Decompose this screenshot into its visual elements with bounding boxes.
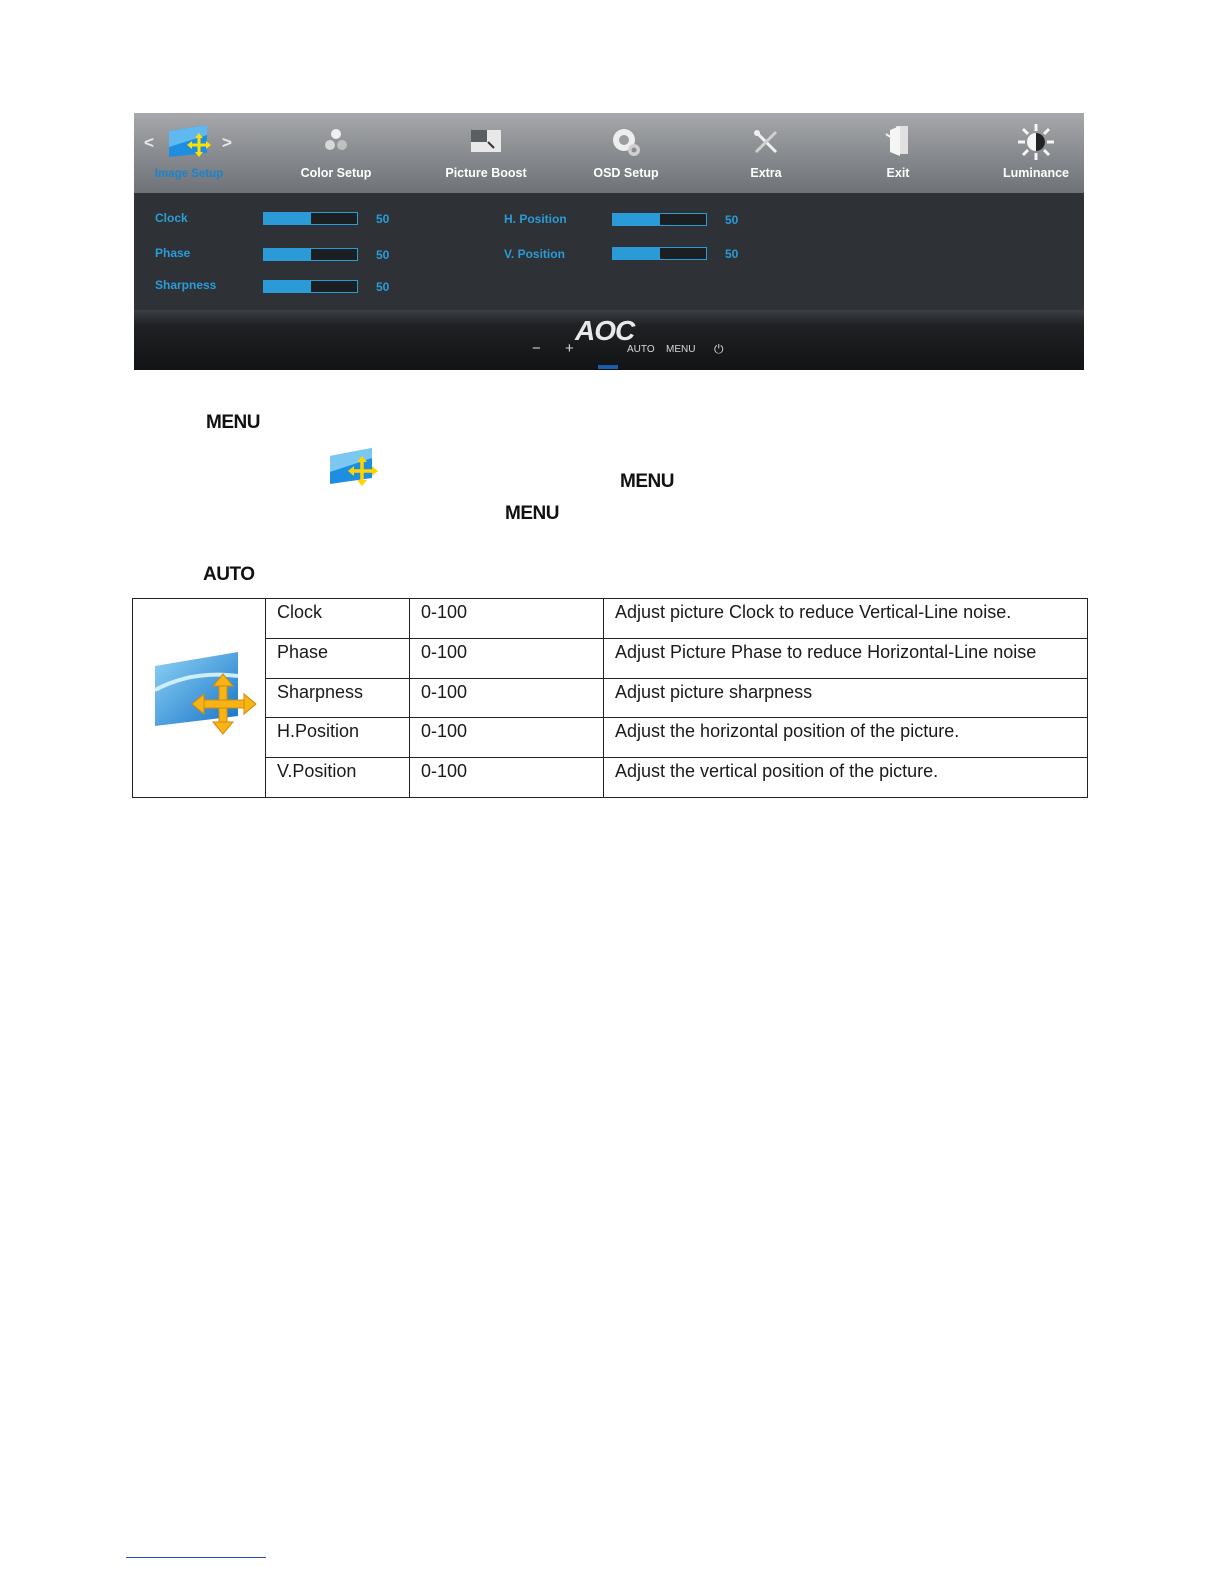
- menu-label: Color Setup: [300, 166, 372, 180]
- param-description: Adjust the vertical position of the picture.: [615, 761, 939, 781]
- param-range: 0-100: [421, 761, 468, 781]
- menu-label: Extra: [750, 166, 782, 180]
- param-name: V.Position: [277, 761, 357, 781]
- setting-label-sharpness: Sharpness: [155, 278, 217, 292]
- menu-item-image-setup[interactable]: [146, 113, 232, 193]
- aoc-logo: AOC: [575, 315, 635, 346]
- image-setup-table: [132, 598, 1088, 798]
- setting-value-h-position: 50: [725, 213, 739, 227]
- power-icon[interactable]: ⏻: [714, 342, 724, 356]
- image-setup-icon: [328, 446, 380, 493]
- table-row: [265, 678, 1088, 718]
- extra-tools-icon: [752, 128, 780, 161]
- setting-label-h-position: H. Position: [504, 212, 567, 226]
- auto-keyword: AUTO: [203, 564, 255, 585]
- param-range: 0-100: [421, 642, 468, 662]
- table-row: [265, 638, 1088, 678]
- menu-keyword: MENU: [206, 412, 260, 433]
- menu-keyword: MENU: [620, 471, 674, 492]
- param-description: Adjust picture Clock to reduce Vertical-Line noise.: [615, 602, 1012, 622]
- luminance-sun-icon: [1016, 122, 1056, 167]
- phase-slider[interactable]: [263, 248, 358, 261]
- menu-keyword: MENU: [505, 503, 559, 524]
- slider-fill: [264, 213, 311, 224]
- menu-item-exit[interactable]: [848, 113, 948, 193]
- setting-value-phase: 50: [376, 248, 390, 262]
- image-setup-icon: [152, 650, 258, 741]
- param-range: 0-100: [421, 721, 468, 741]
- menu-item-color-setup[interactable]: [286, 113, 386, 193]
- table-border: [132, 598, 133, 798]
- v-position-slider[interactable]: [612, 247, 707, 260]
- param-description: Adjust Picture Phase to reduce Horizontal-Line noise: [615, 642, 1037, 662]
- menu-item-picture-boost[interactable]: [436, 113, 536, 193]
- setting-label-clock: Clock: [155, 211, 188, 225]
- slider-fill: [613, 248, 660, 259]
- param-name: Phase: [277, 642, 329, 662]
- table-row: [265, 598, 1088, 638]
- slider-fill: [613, 214, 660, 225]
- param-range: 0-100: [421, 602, 468, 622]
- setting-value-v-position: 50: [725, 247, 739, 261]
- param-name: Clock: [277, 602, 323, 622]
- sharpness-slider[interactable]: [263, 280, 358, 293]
- setting-label-phase: Phase: [155, 246, 191, 260]
- slider-fill: [264, 249, 311, 260]
- menu-label: Image Setup: [154, 168, 224, 180]
- setting-label-v-position: V. Position: [504, 247, 565, 261]
- image-setup-icon: [165, 123, 213, 166]
- param-name: H.Position: [277, 721, 360, 741]
- osd-menu-bar: [134, 113, 1084, 193]
- minus-button[interactable]: −: [532, 340, 541, 357]
- h-position-slider[interactable]: [612, 213, 707, 226]
- menu-button[interactable]: MENU: [666, 344, 696, 355]
- menu-label: OSD Setup: [593, 166, 659, 180]
- nav-left-arrow-icon[interactable]: <: [144, 133, 154, 152]
- menu-label: Picture Boost: [445, 166, 527, 180]
- footnote-separator: [126, 1557, 266, 1558]
- nav-right-arrow-icon[interactable]: >: [222, 133, 232, 152]
- auto-button[interactable]: AUTO: [627, 344, 655, 355]
- osd-setup-icon: [610, 126, 642, 163]
- table-row: [265, 717, 1088, 757]
- osd-settings-panel: [134, 193, 1084, 310]
- monitor-bezel: [134, 310, 1084, 370]
- param-description: Adjust the horizontal position of the picture.: [615, 721, 960, 741]
- clock-slider[interactable]: [263, 212, 358, 225]
- menu-item-osd-setup[interactable]: [576, 113, 676, 193]
- menu-label: Luminance: [1003, 166, 1069, 180]
- setting-value-sharpness: 50: [376, 280, 390, 294]
- menu-label: Exit: [886, 166, 910, 180]
- menu-item-luminance[interactable]: [986, 113, 1086, 193]
- menu-item-extra[interactable]: [716, 113, 816, 193]
- picture-boost-icon: [470, 128, 502, 159]
- power-led: [598, 365, 618, 369]
- param-name: Sharpness: [277, 682, 364, 702]
- slider-fill: [264, 281, 311, 292]
- setting-value-clock: 50: [376, 212, 390, 226]
- param-description: Adjust picture sharpness: [615, 682, 813, 702]
- exit-door-icon: [884, 124, 912, 163]
- plus-button[interactable]: +: [565, 340, 574, 357]
- table-row: [265, 757, 1088, 797]
- param-range: 0-100: [421, 682, 468, 702]
- table-border: [132, 797, 1088, 798]
- color-setup-icon: [322, 127, 350, 158]
- osd-screenshot: [134, 113, 1084, 370]
